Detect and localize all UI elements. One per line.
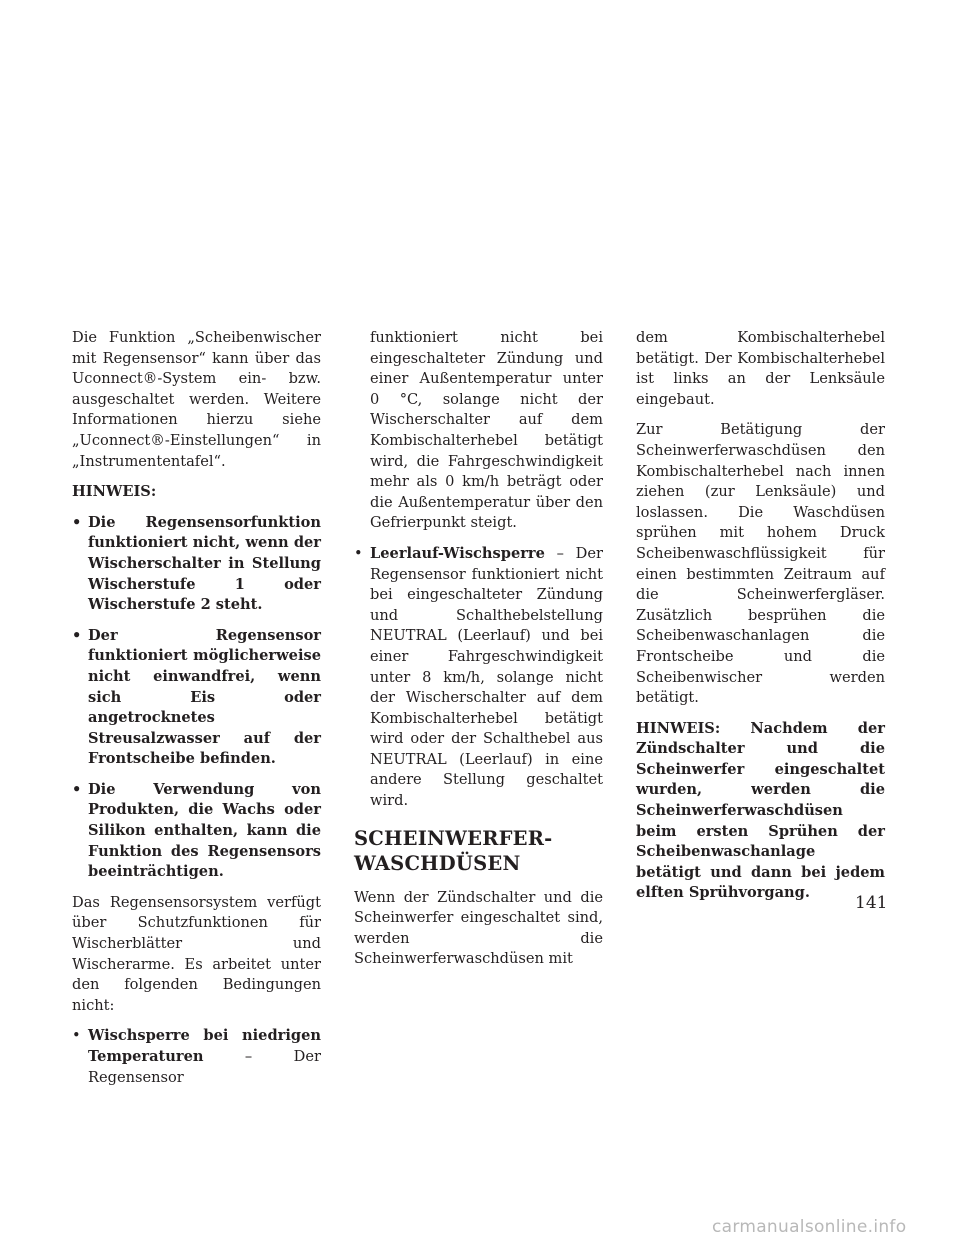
note-bullet: • Der Regensensor funktioniert möglicherweise nicht einwandfrei, wenn sich Eis oder angetrocknetes Streusalzwasser auf der Frontscheibe befinden.: [72, 626, 321, 768]
bullet-icon: •: [72, 1027, 81, 1045]
bullet-icon: •: [72, 513, 82, 531]
intro-paragraph: Die Funktion „Scheibenwischer mit Regensensor“ kann über das Uconnect®-System ein- bzw. ausgeschaltet werden. Weitere Informationen hierzu siehe „Uconnect®-Einstellungen“ in „Instrumententafel“.: [72, 329, 321, 470]
column-middle: [354, 328, 603, 980]
section-heading: SCHEINWERFER- WASCHDÜSEN: [354, 826, 553, 875]
condition-bullet: [354, 544, 603, 812]
page-number: 141: [855, 893, 888, 913]
headlamp-washer-note: HINWEIS: Nachdem der Zündschalter und die Scheinwerfer eingeschaltet wurden, werden die Scheinwerferwaschdüsen beim ersten Sprühen der Scheibenwaschanlage betätigt und dann bei jedem elften Sprühvorgang.: [636, 719, 885, 902]
condition-text: – Der Regensensor funktioniert nicht bei eingeschalteter Zündung und Schalthebelstellung NEUTRAL (Leerlauf) und bei einer Fahrgeschwindigkeit unter 8 km/h, solange nicht der Wischerschalter auf dem Kombischalterhebel betätigt wird oder der Schalthebel aus NEUTRAL (Leerlauf) in eine andere Stellung geschaltet wird.: [370, 544, 603, 810]
note-bullet-list: [72, 513, 321, 883]
condition-term: Wischsperre bei niedrigen Temperaturen: [88, 1027, 321, 1065]
note-bullet: • Die Verwendung von Produkten, die Wachs oder Silikon enthalten, kann die Funktion des Regensensors beeinträchtigen.: [72, 780, 321, 881]
condition-text: – Der Regensensor: [88, 1048, 321, 1086]
note-label: HINWEIS:: [72, 483, 157, 501]
condition-bullet-continued: funktioniert nicht bei eingeschalteter Zündung und einer Außentemperatur unter 0 °C, solange nicht der Wischerschalter auf dem Kombischalterhebel betätigt wird, die Fahrgeschwindigkeit mehr als 0 km/h beträgt oder die Außentemperatur über den Gefrierpunkt steigt.: [370, 329, 603, 532]
note-bullet: • Die Regensensorfunktion funktioniert nicht, wenn der Wischerschalter in Stellung Wischerstufe 1 oder Wischerstufe 2 steht.: [72, 513, 321, 614]
bullet-icon: •: [72, 626, 82, 644]
column-left: [72, 328, 321, 1088]
condition-bullet: [72, 1026, 321, 1088]
condition-bullet-list: [72, 1026, 321, 1088]
condition-term: Leerlauf-Wischsperre: [370, 544, 545, 562]
condition-bullet-list-2: [354, 544, 603, 812]
bullet-icon: •: [354, 544, 363, 562]
operation-paragraph: Zur Betätigung der Scheinwerferwaschdüsen den Kombischalterhebel nach innen ziehen (zur Lenksäule) und loslassen. Die Waschdüsen sprühen mit hohem Druck Scheibenwaschflüssigkeit für einen bestimmten Zeitraum auf die Scheinwerfergläser. Zusätzlich besprühen die Scheibenwaschanlagen die Frontscheibe und die Scheibenwischer werden betätigt.: [636, 421, 885, 707]
protection-intro: Das Regensensorsystem verfügt über Schutzfunktionen für Wischerblätter und Wischerarme. Es arbeitet unter den folgenden Bedingungen nicht:: [72, 893, 321, 1014]
column-right: [636, 328, 885, 904]
watermark-text: carmanualsonline.info: [712, 1217, 907, 1237]
section-paragraph-continued: dem Kombischalterhebel betätigt. Der Kombischalterhebel ist links an der Lenksäule eingebaut.: [636, 329, 885, 408]
section-paragraph: Wenn der Zündschalter und die Scheinwerfer eingeschaltet sind, werden die Scheinwerferwaschdüsen mit: [354, 888, 603, 968]
bullet-icon: •: [72, 780, 82, 798]
